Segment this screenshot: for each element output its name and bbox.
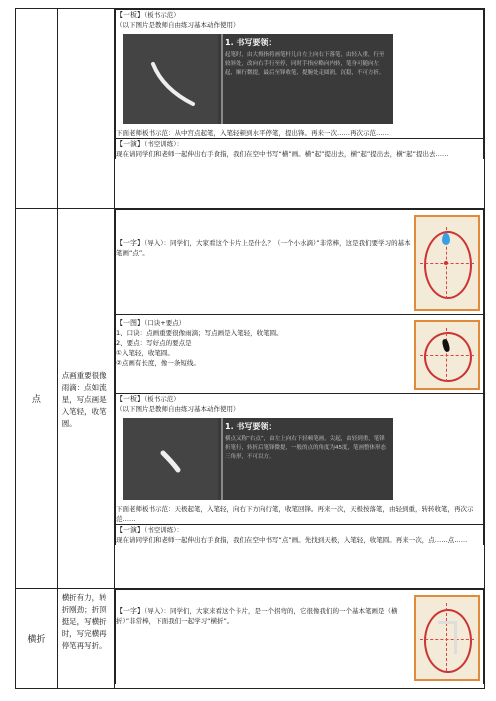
hook-icon	[438, 621, 457, 654]
guide-center	[444, 261, 448, 265]
stroke-card	[414, 320, 480, 390]
reqs-cell-empty	[57, 9, 114, 209]
stroke-name: 点	[16, 209, 58, 589]
section-title: （口诀+要点）	[144, 319, 186, 327]
section-label: 【一演】	[116, 526, 144, 534]
steps-cell	[115, 209, 485, 589]
guide-v	[446, 328, 447, 382]
stroke-card	[414, 215, 480, 311]
board-heading: 1. 书写要领：	[225, 38, 277, 47]
stroke-demo-image	[123, 34, 218, 124]
section-title: （板书示范）	[144, 11, 180, 19]
steps-cell	[115, 9, 485, 209]
mnemonic-line-4: ②点画有长度，像一条短线。	[116, 359, 200, 367]
lesson-table	[15, 8, 485, 689]
steps-cell	[115, 589, 485, 689]
blackboard-image	[123, 418, 393, 500]
section-label: 【一板】	[116, 11, 144, 19]
section-label: 【一图】	[116, 319, 144, 327]
board-text	[225, 422, 389, 496]
mnemonic-line-2: 2、要点：写好点的要点是	[116, 339, 192, 347]
section-text: ：同学们，大家来看这个卡片，是一个拐弯的，它很像我们的一个基本笔画是（横折）”非常棒，下面我们一起学习“横折”。	[116, 607, 398, 625]
section-text: 现在请同学们和老师一起伸出右手食指，我们在空中书写“点”画。先找到天极，入笔轻，收笔圆。再来一次，点……点……	[116, 536, 468, 544]
brush-stroke-icon	[123, 34, 218, 124]
section-subtitle: （以下图片是教师自由练习基本动作使用）	[116, 405, 240, 413]
section-title: （板书示范）	[144, 395, 180, 403]
section-title: （书空训练）：	[144, 526, 183, 534]
board-heading: 1. 书写要领：	[225, 422, 277, 431]
guide-oval	[424, 332, 472, 382]
section-label: 【一演】	[116, 140, 144, 148]
section-label: 【一字】	[116, 239, 144, 247]
stroke-cell-empty	[16, 9, 58, 209]
section-label: 【一字】	[116, 607, 144, 615]
demo-text: 下面老师板书示范：天极起笔，入笔轻，向右下方向行笔，收笔回锋。再来一次，天极按落笔，由轻到重，转转收笔，再次示范……	[116, 505, 474, 523]
blackboard-image	[123, 34, 393, 124]
stroke-requirements: 横折有力，转折刚劲；折顶挺足，写横折时，写完横再停笔再写折。	[57, 589, 114, 689]
board-divider	[221, 418, 223, 500]
mnemonic-line-3: ①入笔轻，收笔圆。	[116, 349, 174, 357]
guide-h	[420, 355, 474, 356]
section-title: （导入）	[144, 239, 164, 247]
row-continuation	[16, 9, 485, 209]
row-horizontal-turn	[16, 589, 485, 689]
board-body: 横点又称“右点”，由左上向右下轻顿笔画，尖起，由轻到重，笔锋折笔行，转折后笔锋微提，一般的点的角度为45度，笔画整体形态三角形，不可以方。	[225, 436, 387, 460]
stroke-requirements: 点画重要很像雨滴：点如流星，写点画是入笔轻，收笔圆。	[57, 209, 114, 589]
dot-stroke-icon	[123, 418, 218, 500]
drop-icon	[442, 233, 450, 245]
section-title: （导入）	[144, 607, 164, 615]
section-title: （书空训练）：	[144, 140, 183, 148]
stroke-card	[414, 595, 480, 681]
stroke-name: 横折	[16, 589, 58, 689]
demo-text: 下面老师板书示范：从中宫点起笔，入笔轻顿到水平停笔，提出锋。再来一次……再次示范……	[116, 129, 389, 137]
section-subtitle: （以下图片是教师自由练习基本动作使用）	[116, 21, 240, 29]
board-text	[225, 38, 389, 120]
section-text: 现在请同学们和老师一起伸出右手食指，我们在空中书写“横”画。横“起”提出去，横“起”提出去，横“起”提出去……	[116, 150, 449, 158]
section-text: ：同学们，大家看这个卡片上是什么？（一个小水滴）”非常棒，这是我们要学习的基本笔画“点”。	[116, 239, 411, 257]
section-label: 【一板】	[116, 395, 144, 403]
board-body: 起笔时，由大拇指将画笔杆儿自左上向右下落笔，由轻入重，行至较斜处，改向右手行至停，同时手指应略向内转，笔身可随向左起，顺行微提，最后至锋收笔，提腕处走圆润，沉稳，不可方折。	[225, 52, 385, 76]
row-dot	[16, 209, 485, 589]
stroke-demo-image	[123, 418, 218, 500]
mnemonic-line-1: 1、口诀：点画重要很像雨滴；写点画是入笔轻，收笔圆。	[116, 329, 283, 337]
board-divider	[221, 34, 223, 124]
